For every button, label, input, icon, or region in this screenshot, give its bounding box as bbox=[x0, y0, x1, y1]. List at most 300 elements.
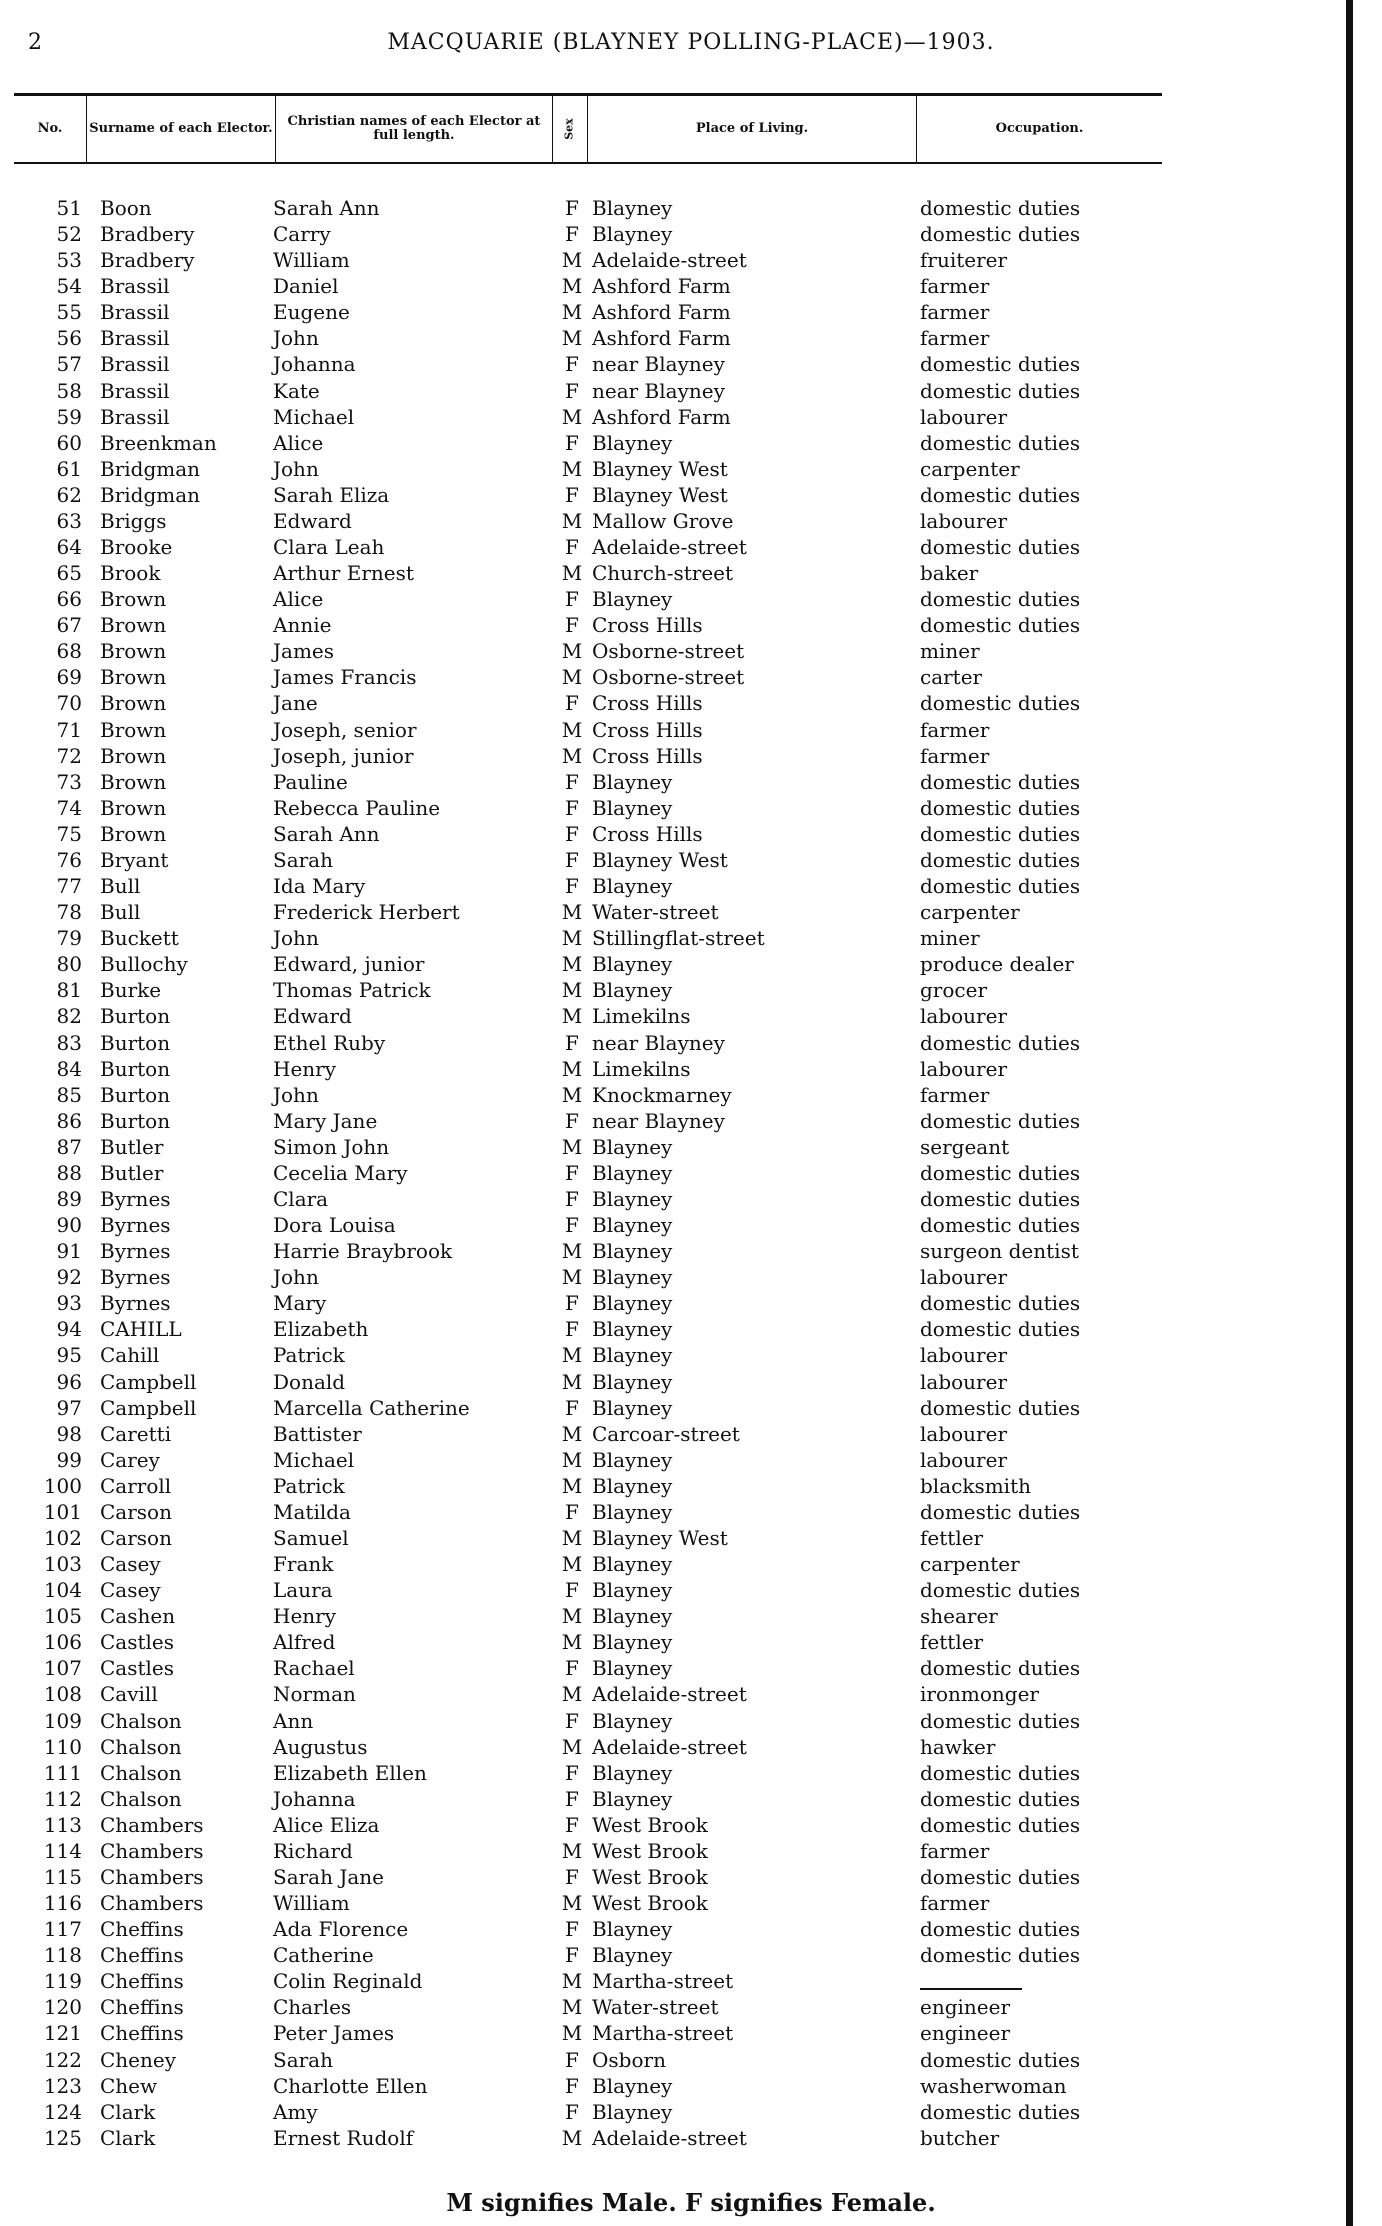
elector-surname: Bryant bbox=[100, 847, 169, 872]
table-row bbox=[0, 795, 1382, 821]
elector-surname: Brown bbox=[100, 795, 167, 820]
table-row bbox=[0, 1551, 1382, 1577]
elector-occupation: labourer bbox=[920, 1369, 1008, 1394]
elector-place-of-living: Limekilns bbox=[592, 1004, 691, 1029]
elector-occupation: domestic duties bbox=[920, 847, 1081, 872]
elector-surname: Chambers bbox=[100, 1812, 204, 1837]
elector-number: 114 bbox=[43, 1838, 82, 1863]
elector-number: 112 bbox=[43, 1786, 82, 1811]
elector-surname: Cavill bbox=[100, 1682, 158, 1707]
table-row bbox=[0, 977, 1382, 1003]
table-row bbox=[0, 1421, 1382, 1447]
page-title: MACQUARIE (BLAYNEY POLLING-PLACE)—1903. bbox=[387, 30, 995, 55]
table-row bbox=[0, 1629, 1382, 1655]
elector-christian-names: Ida Mary bbox=[273, 874, 366, 899]
header-sex bbox=[553, 96, 587, 162]
elector-place-of-living: Ashford Farm bbox=[592, 274, 731, 299]
elector-sex: M bbox=[561, 1056, 583, 1081]
elector-christian-names: Clara Leah bbox=[273, 535, 385, 560]
elector-place-of-living: Blayney bbox=[592, 587, 673, 612]
elector-sex: M bbox=[561, 1239, 583, 1264]
header-surname: Surname of each Elector. bbox=[89, 120, 273, 136]
table-row bbox=[0, 1082, 1382, 1108]
elector-place-of-living: near Blayney bbox=[592, 352, 725, 377]
elector-surname: Bradbery bbox=[100, 248, 195, 273]
elector-place-of-living: Blayney bbox=[592, 1786, 673, 1811]
table-row bbox=[0, 899, 1382, 925]
elector-christian-names: Charlotte Ellen bbox=[273, 2073, 428, 2098]
elector-place-of-living: Blayney bbox=[592, 1186, 673, 1211]
elector-place-of-living: West Brook bbox=[592, 1865, 708, 1889]
table-row bbox=[0, 1655, 1382, 1681]
elector-surname: Clark bbox=[100, 2125, 156, 2150]
elector-place-of-living: Blayney bbox=[592, 196, 673, 220]
table-row bbox=[0, 664, 1382, 690]
elector-surname: Campbell bbox=[100, 1369, 197, 1394]
elector-christian-names: Patrick bbox=[273, 1343, 345, 1368]
elector-sex: M bbox=[561, 1891, 583, 1916]
elector-surname: Bridgman bbox=[100, 482, 201, 507]
table-row bbox=[0, 1003, 1382, 1029]
elector-surname: Boon bbox=[100, 196, 152, 220]
elector-place-of-living: Blayney bbox=[592, 1499, 673, 1524]
elector-place-of-living: near Blayney bbox=[592, 378, 725, 403]
table-row bbox=[0, 1577, 1382, 1603]
elector-sex: F bbox=[565, 1395, 579, 1420]
elector-sex: M bbox=[561, 508, 583, 533]
elector-surname: Breenkman bbox=[100, 430, 217, 455]
elector-place-of-living: Blayney bbox=[592, 1708, 673, 1733]
elector-surname: Butler bbox=[100, 1134, 164, 1159]
elector-christian-names: Mary Jane bbox=[273, 1108, 378, 1133]
table-row bbox=[0, 560, 1382, 586]
table-row bbox=[0, 769, 1382, 795]
elector-christian-names: Richard bbox=[273, 1838, 353, 1863]
table-row bbox=[0, 2047, 1382, 2073]
elector-occupation: carpenter bbox=[920, 456, 1020, 481]
elector-surname: Bull bbox=[100, 874, 141, 899]
elector-sex: M bbox=[561, 1552, 583, 1577]
table-row bbox=[0, 1134, 1382, 1160]
elector-surname: Campbell bbox=[100, 1395, 197, 1420]
elector-surname: Brown bbox=[100, 665, 167, 690]
elector-place-of-living: Blayney bbox=[592, 2099, 673, 2124]
elector-sex: M bbox=[561, 1343, 583, 1368]
elector-place-of-living: Stillingflat-street bbox=[592, 926, 765, 951]
elector-number: 86 bbox=[56, 1108, 82, 1133]
elector-occupation: labourer bbox=[920, 1265, 1008, 1290]
table-row bbox=[0, 1734, 1382, 1760]
elector-place-of-living: Martha-street bbox=[592, 2021, 734, 2046]
elector-number: 90 bbox=[56, 1213, 82, 1238]
elector-number: 61 bbox=[56, 456, 82, 481]
elector-sex: M bbox=[561, 1734, 583, 1759]
elector-place-of-living: Cross Hills bbox=[592, 613, 703, 638]
elector-place-of-living: Adelaide-street bbox=[592, 248, 747, 273]
elector-occupation: domestic duties bbox=[920, 196, 1081, 220]
elector-sex: F bbox=[565, 1656, 579, 1681]
elector-occupation bbox=[920, 1968, 1022, 1994]
elector-place-of-living: Blayney bbox=[592, 795, 673, 820]
table-row bbox=[0, 1838, 1382, 1864]
elector-sex: F bbox=[565, 1578, 579, 1603]
elector-number: 101 bbox=[43, 1499, 82, 1524]
elector-place-of-living: Water-street bbox=[592, 900, 719, 925]
elector-number: 74 bbox=[56, 795, 82, 820]
elector-christian-names: Norman bbox=[273, 1682, 356, 1707]
elector-number: 66 bbox=[56, 587, 82, 612]
elector-number: 78 bbox=[56, 900, 82, 925]
elector-surname: Bull bbox=[100, 900, 141, 925]
table-row bbox=[0, 1160, 1382, 1186]
elector-surname: Burton bbox=[100, 1082, 171, 1107]
table-row bbox=[0, 1447, 1382, 1473]
elector-occupation: farmer bbox=[920, 300, 990, 325]
elector-surname: Brown bbox=[100, 691, 167, 716]
elector-sex: M bbox=[561, 2021, 583, 2046]
elector-occupation: domestic duties bbox=[920, 1760, 1081, 1785]
elector-sex: M bbox=[561, 1447, 583, 1472]
table-row bbox=[0, 1369, 1382, 1395]
elector-number: 99 bbox=[56, 1447, 82, 1472]
elector-sex: M bbox=[561, 1682, 583, 1707]
elector-sex: F bbox=[565, 1213, 579, 1238]
elector-christian-names: Kate bbox=[273, 378, 320, 403]
elector-occupation: domestic duties bbox=[920, 1108, 1081, 1133]
elector-surname: Casey bbox=[100, 1578, 161, 1603]
electors-table-body bbox=[0, 195, 1382, 2151]
elector-place-of-living: Blayney bbox=[592, 1239, 673, 1264]
elector-surname: Brown bbox=[100, 639, 167, 664]
table-row bbox=[0, 378, 1382, 404]
elector-place-of-living: Ashford Farm bbox=[592, 300, 731, 325]
elector-occupation: farmer bbox=[920, 326, 990, 351]
elector-occupation: sergeant bbox=[920, 1134, 1010, 1159]
elector-place-of-living: Blayney West bbox=[592, 847, 728, 872]
sex-legend: M signifies Male. F signifies Female. bbox=[446, 2188, 936, 2217]
elector-place-of-living: Adelaide-street bbox=[592, 535, 747, 560]
table-row bbox=[0, 1864, 1382, 1890]
elector-sex: F bbox=[565, 1812, 579, 1837]
elector-place-of-living: Blayney bbox=[592, 1317, 673, 1342]
elector-sex: F bbox=[565, 1160, 579, 1185]
elector-sex: M bbox=[561, 743, 583, 768]
elector-christian-names: Thomas Patrick bbox=[273, 978, 431, 1003]
elector-place-of-living: Cross Hills bbox=[592, 821, 703, 846]
elector-sex: M bbox=[561, 326, 583, 351]
elector-place-of-living: Blayney bbox=[592, 1760, 673, 1785]
elector-number: 85 bbox=[56, 1082, 82, 1107]
elector-place-of-living: Blayney bbox=[592, 874, 673, 899]
elector-surname: Burke bbox=[100, 978, 162, 1003]
table-row bbox=[0, 456, 1382, 482]
elector-place-of-living: Blayney bbox=[592, 1656, 673, 1681]
table-row bbox=[0, 1890, 1382, 1916]
elector-occupation: domestic duties bbox=[920, 1865, 1081, 1889]
table-row bbox=[0, 1108, 1382, 1134]
elector-sex: F bbox=[565, 1291, 579, 1316]
elector-number: 124 bbox=[43, 2099, 82, 2124]
elector-sex: M bbox=[561, 1082, 583, 1107]
blank-occupation-dash bbox=[920, 1988, 1022, 1990]
elector-place-of-living: Adelaide-street bbox=[592, 1734, 747, 1759]
elector-sex: F bbox=[565, 430, 579, 455]
elector-occupation: domestic duties bbox=[920, 691, 1081, 716]
elector-surname: Castles bbox=[100, 1630, 175, 1655]
elector-christian-names: Daniel bbox=[273, 274, 339, 299]
elector-surname: Brassil bbox=[100, 300, 170, 325]
elector-sex: M bbox=[561, 561, 583, 586]
elector-surname: Carson bbox=[100, 1525, 172, 1550]
elector-number: 87 bbox=[56, 1134, 82, 1159]
elector-number: 75 bbox=[56, 821, 82, 846]
elector-number: 118 bbox=[43, 1943, 82, 1968]
table-row bbox=[0, 2099, 1382, 2125]
elector-number: 82 bbox=[56, 1004, 82, 1029]
elector-surname: Brassil bbox=[100, 326, 170, 351]
elector-sex: M bbox=[561, 274, 583, 299]
elector-christian-names: John bbox=[273, 1082, 319, 1107]
table-row bbox=[0, 612, 1382, 638]
table-row bbox=[0, 690, 1382, 716]
elector-sex: M bbox=[561, 1525, 583, 1550]
elector-occupation: farmer bbox=[920, 1838, 990, 1863]
elector-number: 52 bbox=[56, 222, 82, 247]
table-row bbox=[0, 1499, 1382, 1525]
elector-surname: Chalson bbox=[100, 1760, 182, 1785]
elector-christian-names: Carry bbox=[273, 222, 331, 247]
elector-sex: M bbox=[561, 2125, 583, 2150]
elector-surname: Bridgman bbox=[100, 456, 201, 481]
elector-place-of-living: Martha-street bbox=[592, 1969, 734, 1994]
elector-christian-names: Edward bbox=[273, 1004, 352, 1029]
elector-surname: Brown bbox=[100, 717, 167, 742]
elector-sex: M bbox=[561, 639, 583, 664]
elector-surname: Chalson bbox=[100, 1786, 182, 1811]
elector-occupation: domestic duties bbox=[920, 378, 1081, 403]
elector-sex: M bbox=[561, 404, 583, 429]
elector-occupation: engineer bbox=[920, 2021, 1011, 2046]
elector-christian-names: Ernest Rudolf bbox=[273, 2125, 414, 2150]
elector-christian-names: Eugene bbox=[273, 300, 350, 325]
elector-place-of-living: Blayney West bbox=[592, 482, 728, 507]
elector-number: 70 bbox=[56, 691, 82, 716]
elector-christian-names: Cecelia Mary bbox=[273, 1160, 408, 1185]
elector-surname: Chalson bbox=[100, 1708, 182, 1733]
elector-surname: Cashen bbox=[100, 1604, 176, 1629]
elector-sex: F bbox=[565, 1943, 579, 1968]
elector-christian-names: Joseph, senior bbox=[273, 717, 417, 742]
elector-christian-names: Patrick bbox=[273, 1473, 345, 1498]
elector-number: 84 bbox=[56, 1056, 82, 1081]
elector-occupation: domestic duties bbox=[920, 1708, 1081, 1733]
elector-christian-names: Frederick Herbert bbox=[273, 900, 460, 925]
elector-christian-names: James bbox=[273, 639, 335, 664]
elector-place-of-living: Church-street bbox=[592, 561, 734, 586]
elector-number: 119 bbox=[43, 1969, 82, 1994]
elector-sex: M bbox=[561, 1004, 583, 1029]
elector-occupation: domestic duties bbox=[920, 1317, 1081, 1342]
elector-number: 115 bbox=[43, 1865, 82, 1889]
elector-surname: Cheffins bbox=[100, 1943, 184, 1968]
elector-number: 51 bbox=[56, 196, 82, 220]
elector-place-of-living: Adelaide-street bbox=[592, 1682, 747, 1707]
elector-place-of-living: Osborne-street bbox=[592, 639, 745, 664]
elector-surname: Carroll bbox=[100, 1473, 172, 1498]
table-row bbox=[0, 1968, 1382, 1994]
elector-surname: Chambers bbox=[100, 1865, 204, 1889]
elector-surname: Burton bbox=[100, 1030, 171, 1055]
table-row bbox=[0, 482, 1382, 508]
elector-christian-names: John bbox=[273, 456, 319, 481]
elector-occupation: domestic duties bbox=[920, 1030, 1081, 1055]
elector-place-of-living: Blayney bbox=[592, 430, 673, 455]
elector-sex: F bbox=[565, 378, 579, 403]
elector-surname: Butler bbox=[100, 1160, 164, 1185]
elector-surname: Burton bbox=[100, 1004, 171, 1029]
table-row bbox=[0, 534, 1382, 560]
table-row bbox=[0, 925, 1382, 951]
elector-occupation: domestic duties bbox=[920, 795, 1081, 820]
elector-place-of-living: Blayney bbox=[592, 1604, 673, 1629]
elector-sex: F bbox=[565, 821, 579, 846]
elector-number: 98 bbox=[56, 1421, 82, 1446]
elector-sex: M bbox=[561, 1265, 583, 1290]
elector-occupation: domestic duties bbox=[920, 821, 1081, 846]
elector-christian-names: Ann bbox=[273, 1708, 314, 1733]
elector-christian-names: Marcella Catherine bbox=[273, 1395, 470, 1420]
elector-surname: Caretti bbox=[100, 1421, 172, 1446]
elector-surname: Brown bbox=[100, 587, 167, 612]
elector-number: 106 bbox=[43, 1630, 82, 1655]
elector-surname: Brassil bbox=[100, 274, 170, 299]
elector-sex: M bbox=[561, 952, 583, 977]
elector-occupation: domestic duties bbox=[920, 1917, 1081, 1942]
elector-occupation: domestic duties bbox=[920, 2099, 1081, 2124]
elector-number: 72 bbox=[56, 743, 82, 768]
elector-number: 59 bbox=[56, 404, 82, 429]
elector-surname: Cheney bbox=[100, 2047, 177, 2072]
elector-number: 111 bbox=[43, 1760, 82, 1785]
elector-occupation: labourer bbox=[920, 1343, 1008, 1368]
elector-number: 96 bbox=[56, 1369, 82, 1394]
table-row bbox=[0, 1290, 1382, 1316]
elector-christian-names: William bbox=[273, 248, 350, 273]
table-row bbox=[0, 325, 1382, 351]
elector-number: 105 bbox=[43, 1604, 82, 1629]
elector-surname: Cheffins bbox=[100, 2021, 184, 2046]
table-row bbox=[0, 821, 1382, 847]
elector-surname: Byrnes bbox=[100, 1239, 171, 1264]
elector-christian-names: Sarah bbox=[273, 847, 333, 872]
elector-occupation: butcher bbox=[920, 2125, 1000, 2150]
header-no: No. bbox=[37, 120, 63, 136]
elector-place-of-living: Mallow Grove bbox=[592, 508, 734, 533]
table-row bbox=[0, 847, 1382, 873]
elector-surname: Chalson bbox=[100, 1734, 182, 1759]
elector-sex: F bbox=[565, 1786, 579, 1811]
elector-surname: Cheffins bbox=[100, 1917, 184, 1942]
elector-number: 123 bbox=[43, 2073, 82, 2098]
header-christian-names: Christian names of each Elector at full length. bbox=[287, 113, 541, 143]
elector-occupation: fettler bbox=[920, 1630, 984, 1655]
elector-surname: Carey bbox=[100, 1447, 160, 1472]
elector-number: 117 bbox=[43, 1917, 82, 1942]
elector-sex: F bbox=[565, 691, 579, 716]
elector-surname: Carson bbox=[100, 1499, 172, 1524]
elector-christian-names: Annie bbox=[273, 613, 332, 638]
elector-occupation: domestic duties bbox=[920, 482, 1081, 507]
elector-place-of-living: Blayney bbox=[592, 1395, 673, 1420]
elector-number: 100 bbox=[43, 1473, 82, 1498]
elector-occupation: domestic duties bbox=[920, 222, 1081, 247]
elector-number: 97 bbox=[56, 1395, 82, 1420]
elector-place-of-living: Cross Hills bbox=[592, 717, 703, 742]
table-row bbox=[0, 430, 1382, 456]
elector-surname: Brown bbox=[100, 821, 167, 846]
elector-christian-names: Colin Reginald bbox=[273, 1969, 423, 1994]
elector-surname: Brassil bbox=[100, 378, 170, 403]
elector-occupation: carpenter bbox=[920, 900, 1020, 925]
elector-surname: Casey bbox=[100, 1552, 161, 1577]
table-header bbox=[14, 93, 1162, 164]
elector-occupation: baker bbox=[920, 561, 979, 586]
elector-surname: Briggs bbox=[100, 508, 167, 533]
elector-occupation: washerwoman bbox=[920, 2073, 1067, 2098]
elector-sex: M bbox=[561, 1969, 583, 1994]
table-row bbox=[0, 1316, 1382, 1342]
elector-place-of-living: West Brook bbox=[592, 1812, 708, 1837]
elector-number: 65 bbox=[56, 561, 82, 586]
elector-sex: F bbox=[565, 587, 579, 612]
elector-christian-names: Sarah Ann bbox=[273, 196, 380, 220]
table-row bbox=[0, 1994, 1382, 2020]
elector-surname: Byrnes bbox=[100, 1291, 171, 1316]
elector-christian-names: Sarah bbox=[273, 2047, 333, 2072]
table-row bbox=[0, 1708, 1382, 1734]
elector-occupation: domestic duties bbox=[920, 1812, 1081, 1837]
table-row bbox=[0, 1603, 1382, 1629]
table-row bbox=[0, 1681, 1382, 1707]
elector-occupation: labourer bbox=[920, 1056, 1008, 1081]
elector-place-of-living: Limekilns bbox=[592, 1056, 691, 1081]
elector-surname: Byrnes bbox=[100, 1186, 171, 1211]
elector-occupation: domestic duties bbox=[920, 587, 1081, 612]
elector-sex: M bbox=[561, 665, 583, 690]
elector-christian-names: Augustus bbox=[273, 1734, 368, 1759]
table-row bbox=[0, 951, 1382, 977]
elector-place-of-living: Blayney bbox=[592, 1630, 673, 1655]
elector-surname: Byrnes bbox=[100, 1265, 171, 1290]
elector-surname: Brown bbox=[100, 743, 167, 768]
elector-sex: F bbox=[565, 847, 579, 872]
elector-christian-names: Rebecca Pauline bbox=[273, 795, 441, 820]
elector-christian-names: Pauline bbox=[273, 769, 348, 794]
elector-occupation: produce dealer bbox=[920, 952, 1074, 977]
elector-christian-names: Donald bbox=[273, 1369, 346, 1394]
elector-sex: F bbox=[565, 1708, 579, 1733]
elector-occupation: domestic duties bbox=[920, 1578, 1081, 1603]
elector-place-of-living: Blayney bbox=[592, 769, 673, 794]
elector-sex: M bbox=[561, 1134, 583, 1159]
elector-number: 89 bbox=[56, 1186, 82, 1211]
elector-place-of-living: Blayney West bbox=[592, 1525, 728, 1550]
elector-place-of-living: Blayney bbox=[592, 1291, 673, 1316]
elector-sex: F bbox=[565, 769, 579, 794]
elector-occupation: grocer bbox=[920, 978, 988, 1003]
elector-sex: F bbox=[565, 1108, 579, 1133]
elector-occupation: surgeon dentist bbox=[920, 1239, 1079, 1264]
